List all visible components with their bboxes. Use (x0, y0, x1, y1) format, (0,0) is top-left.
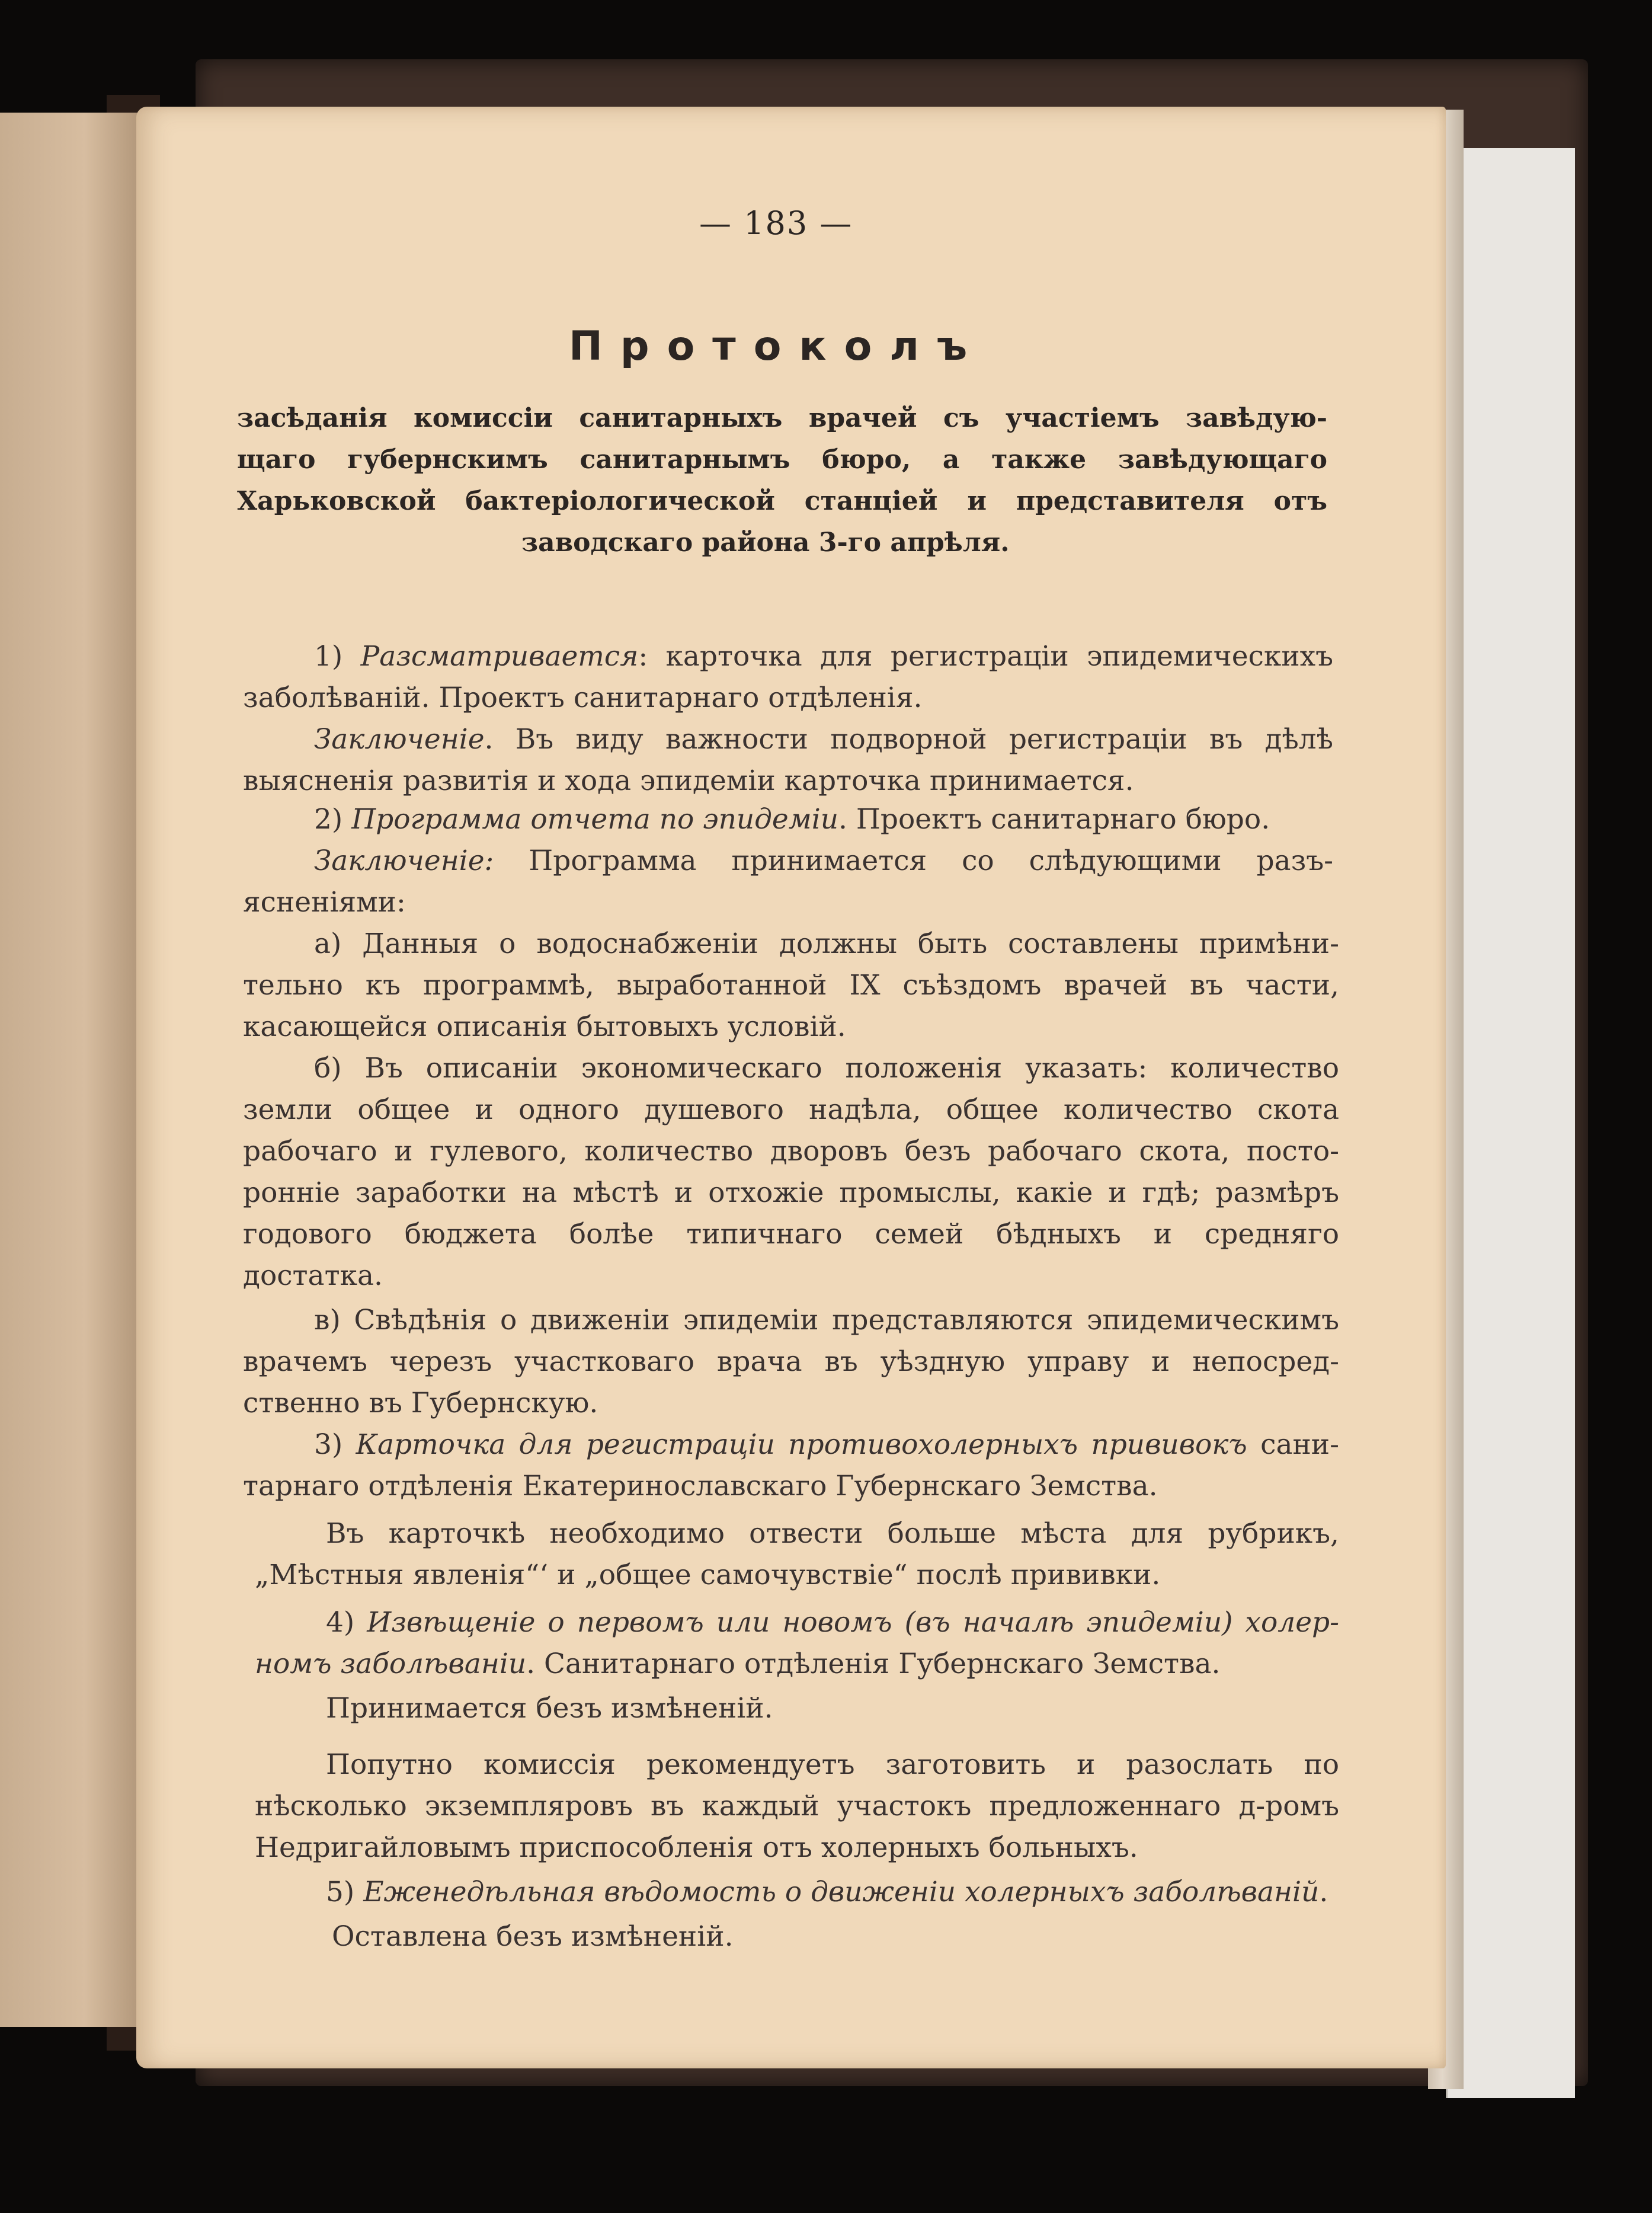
body-line: Заключеніе: Программа принимается со слѣдующими разъ- (314, 845, 1333, 877)
page-edges (1446, 148, 1575, 2098)
body-line: Оставлена безъ измѣненій. (332, 1920, 734, 1953)
body-line: 2) Программа отчета по эпидеміи. Проектъ санитарнаго бюро. (314, 803, 1270, 836)
body-line: касающейся описанія бытовыхъ условій. (243, 1010, 846, 1043)
body-line: Въ карточкѣ необходимо отвести больше мѣста для рубрикъ, (326, 1517, 1339, 1550)
subtitle-line: Харьковской бактеріологической станціей и представителя отъ (237, 486, 1327, 516)
body-line: Попутно комиссія рекомендуетъ заготовить и разослать по (326, 1748, 1339, 1781)
body-line: а) Данныя о водоснабженіи должны быть составлены примѣни- (314, 928, 1339, 960)
page-title: Протоколъ (569, 323, 985, 370)
body-line: ственно въ Губернскую. (243, 1387, 598, 1419)
body-line: номъ заболѣваніи. Санитарнаго отдѣленія Губернскаго Земства. (255, 1648, 1221, 1680)
body-line: тельно къ программѣ, выработанной IX съѣздомъ врачей въ части, (243, 969, 1339, 1002)
body-line: б) Въ описаніи экономическаго положенія указать: количество (314, 1052, 1339, 1085)
subtitle-line: засѣданія комиссіи санитарныхъ врачей съ участіемъ завѣдую- (237, 403, 1327, 433)
body-line: заболѣваній. Проектъ санитарнаго отдѣленія. (243, 682, 923, 714)
body-line: нѣсколько экземпляровъ въ каждый участокъ предложеннаго д-ромъ (255, 1790, 1339, 1822)
body-line: Недригайловымъ приспособленія отъ холерныхъ больныхъ. (255, 1831, 1138, 1864)
body-line: 1) Разсматривается: карточка для регистраціи эпидемическихъ (314, 640, 1333, 673)
body-line: выясненія развитія и хода эпидеміи карточка принимается. (243, 765, 1134, 797)
body-line: 3) Карточка для регистраціи противохолерныхъ прививокъ сани- (314, 1428, 1339, 1461)
body-line: 4) Извѣщеніе о первомъ или новомъ (въ началѣ эпидеміи) холер- (326, 1606, 1339, 1639)
subtitle-line: щаго губернскимъ санитарнымъ бюро, а также завѣдующаго (237, 444, 1327, 475)
body-line: тарнаго отдѣленія Екатеринославскаго Губернскаго Земства. (243, 1470, 1158, 1502)
body-line: достатка. (243, 1259, 383, 1292)
body-line: в) Свѣдѣнія о движеніи эпидеміи представляются эпидемическимъ (314, 1304, 1339, 1336)
left-facing-page (0, 113, 154, 2027)
body-line: ясненіями: (243, 886, 406, 919)
body-line: Принимается безъ измѣненій. (326, 1692, 773, 1725)
body-line: ронніе заработки на мѣстѣ и отхожіе промыслы, какіе и гдѣ; размѣръ (243, 1176, 1339, 1209)
body-line: „Мѣстныя явленія“‘ и „общее самочувствіе“ послѣ прививки. (255, 1559, 1161, 1591)
body-line: годового бюджета болѣе типичнаго семей бѣдныхъ и средняго (243, 1218, 1339, 1251)
body-line: Заключеніе. Въ виду важности подворной регистраціи въ дѣлѣ (314, 723, 1333, 756)
body-line: врачемъ черезъ участковаго врача въ уѣздную управу и непосред- (243, 1345, 1339, 1378)
page-number: — 183 — (699, 204, 853, 242)
body-line: 5) Еженедѣльная вѣдомость о движеніи холерныхъ заболѣваній. (326, 1876, 1328, 1908)
body-line: рабочаго и гулевого, количество дворовъ безъ рабочаго скота, посто- (243, 1135, 1339, 1168)
body-line: земли общее и одного душевого надѣла, общее количество скота (243, 1093, 1339, 1126)
subtitle-line: заводскаго района 3-го апрѣля. (521, 527, 1010, 558)
